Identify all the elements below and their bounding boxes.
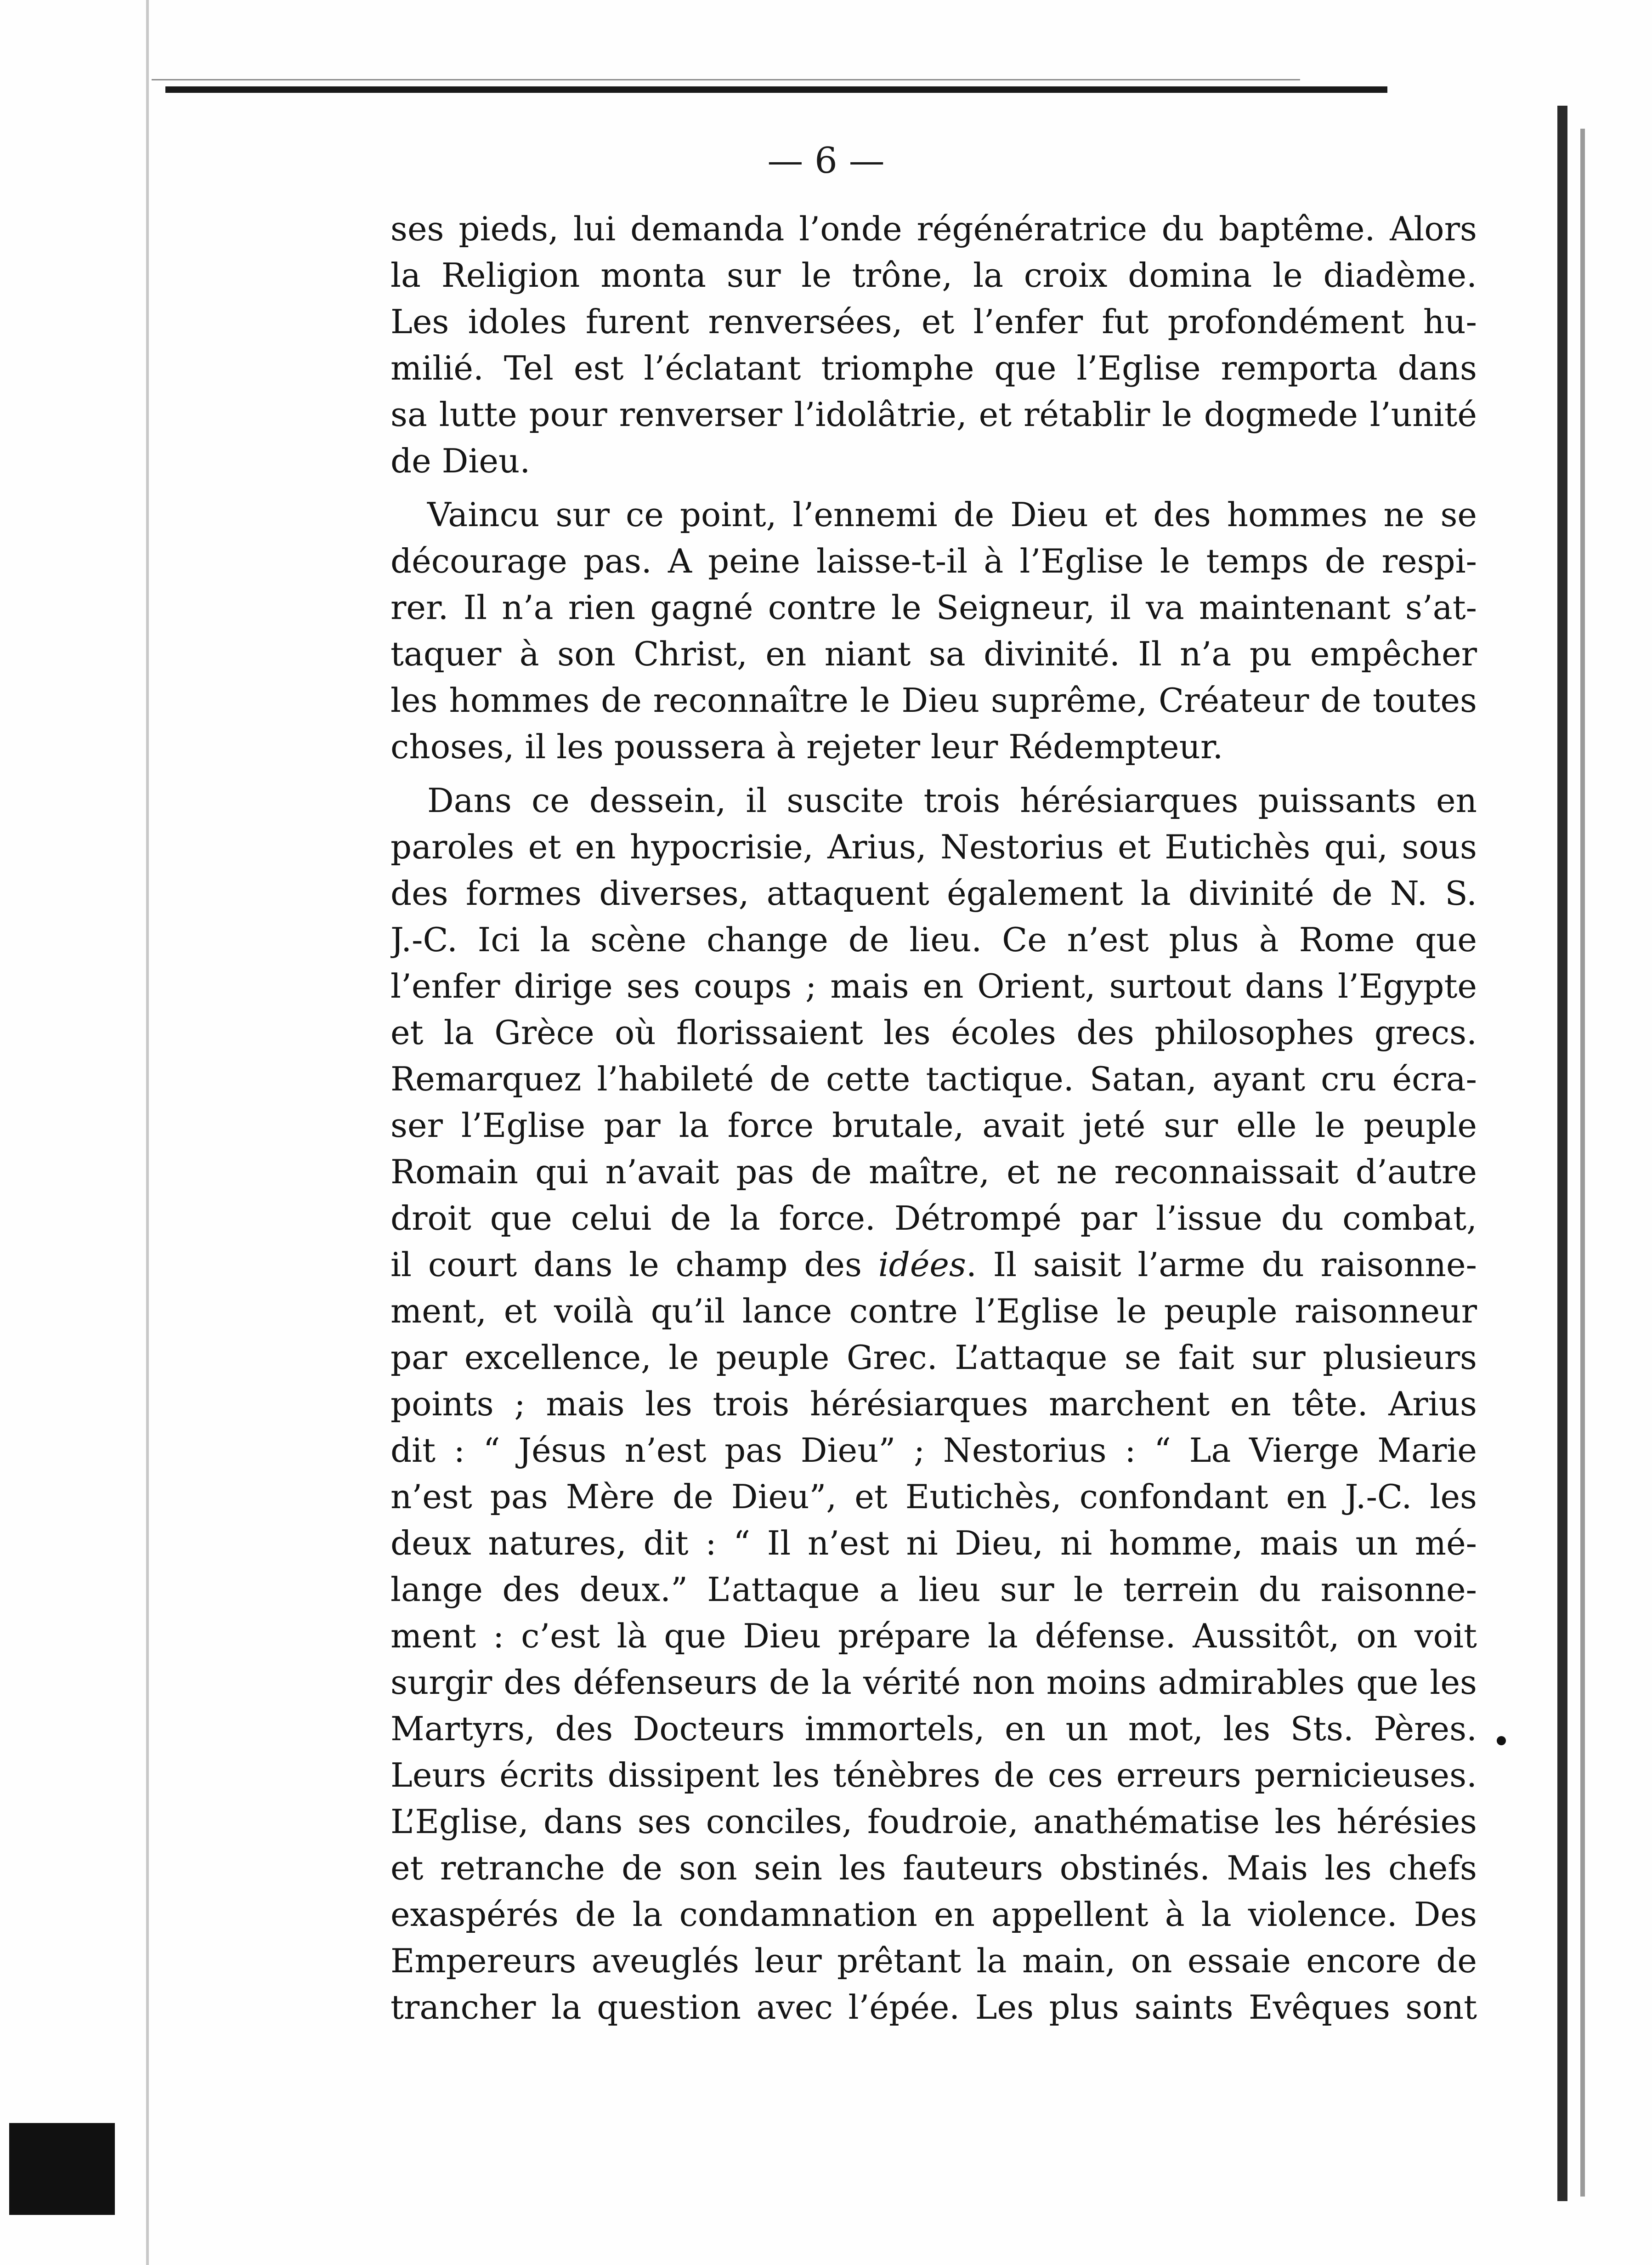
text-line: Romain qui n’avait pas de maître, et ne reconnaissait d’autre	[390, 1152, 1477, 1191]
text-line: surgir des défenseurs de la vérité non moins admirables que les	[390, 1663, 1477, 1702]
left-scan-edge	[146, 0, 149, 2265]
text-line: taquer à son Christ, en niant sa divinité. Il n’a pu empêcher	[390, 635, 1477, 673]
top-rule	[165, 86, 1387, 93]
right-scan-edge-outer	[1580, 129, 1585, 2197]
text-line: ser l’Eglise par la force brutale, avait jeté sur elle le peuple	[390, 1106, 1477, 1145]
text-line: rer. Il n’a rien gagné contre le Seigneur, il va maintenant s’at-	[390, 588, 1477, 627]
text-line: et la Grèce où florissaient les écoles des philosophes grecs.	[390, 1013, 1477, 1052]
page-number: — 6 —	[767, 140, 885, 182]
text-line: deux natures, dit : “ Il n’est ni Dieu, ni homme, mais un mé-	[390, 1524, 1477, 1562]
text-line: les hommes de reconnaître le Dieu suprême, Créateur de toutes	[390, 681, 1477, 720]
text-line: la Religion monta sur le trône, la croix domina le diadème.	[390, 256, 1477, 295]
text-line: de Dieu.	[390, 442, 531, 480]
top-thin-rule	[152, 79, 1300, 80]
text-line: il court dans le champ des idées. Il saisit l’arme du raisonne-	[390, 1245, 1477, 1284]
text-line: Vaincu sur ce point, l’ennemi de Dieu et des hommes ne se	[427, 495, 1477, 534]
text-line: n’est pas Mère de Dieu”, et Eutichès, confondant en J.-C. les	[390, 1477, 1477, 1516]
text-line: ment : c’est là que Dieu prépare la défense. Aussitôt, on voit	[390, 1617, 1477, 1655]
text-line: l’enfer dirige ses coups ; mais en Orient, surtout dans l’Egypte	[390, 967, 1477, 1005]
text-line: lange des deux.” L’attaque a lieu sur le terrein du raisonne-	[390, 1570, 1477, 1609]
text-line: J.-C. Ici la scène change de lieu. Ce n’est plus à Rome que	[390, 920, 1477, 959]
corner-scan-mark	[9, 2123, 115, 2215]
text-line: ment, et voilà qu’il lance contre l’Eglise le peuple raisonneur	[390, 1292, 1477, 1330]
body-text	[390, 206, 1477, 2031]
text-line: Empereurs aveuglés leur prêtant la main, on essaie encore de	[390, 1941, 1477, 1980]
text-line: Les idoles furent renversées, et l’enfer fut profondément hu-	[390, 302, 1477, 341]
text-line: choses, il les poussera à rejeter leur Rédempteur.	[390, 727, 1223, 766]
text-line: droit que celui de la force. Détrompé par l’issue du combat,	[390, 1199, 1477, 1238]
text-line: dit : “ Jésus n’est pas Dieu” ; Nestorius : “ La Vierge Marie	[390, 1431, 1477, 1470]
right-scan-edge	[1557, 106, 1567, 2201]
text-line: trancher la question avec l’épée. Les plus saints Evêques sont	[390, 1988, 1477, 2027]
text-line: milié. Tel est l’éclatant triomphe que l’Eglise remporta dans	[390, 349, 1477, 387]
paragraph-gap	[390, 484, 1477, 492]
text-line: des formes diverses, attaquent également la divinité de N. S.	[390, 874, 1477, 913]
text-line: Martyrs, des Docteurs immortels, en un mot, les Sts. Pères.	[390, 1709, 1477, 1748]
text-line: points ; mais les trois hérésiarques marchent en tête. Arius	[390, 1385, 1477, 1423]
text-line: ses pieds, lui demanda l’onde régénératrice du baptême. Alors	[390, 210, 1477, 248]
text-line: par excellence, le peuple Grec. L’attaque se fait sur plusieurs	[390, 1338, 1477, 1377]
text-line: Remarquez l’habileté de cette tactique. Satan, ayant cru écra-	[390, 1060, 1477, 1098]
text-line: paroles et en hypocrisie, Arius, Nestorius et Eutichès qui, sous	[390, 828, 1477, 866]
text-line: sa lutte pour renverser l’idolâtrie, et rétablir le dogmede l’unité	[390, 395, 1477, 434]
text-line: décourage pas. A peine laisse-t-il à l’Eglise le temps de respi-	[390, 542, 1477, 580]
margin-dot	[1497, 1736, 1506, 1745]
paragraph-gap	[390, 770, 1477, 778]
text-line: Dans ce dessein, il suscite trois hérésiarques puissants en	[427, 781, 1477, 820]
text-line: L’Eglise, dans ses conciles, foudroie, anathématise les hérésies	[390, 1802, 1477, 1841]
text-line: Leurs écrits dissipent les ténèbres de ces erreurs pernicieuses.	[390, 1756, 1477, 1794]
text-line: exaspérés de la condamnation en appellent à la violence. Des	[390, 1895, 1477, 1934]
text-line: et retranche de son sein les fauteurs obstinés. Mais les chefs	[390, 1849, 1477, 1887]
